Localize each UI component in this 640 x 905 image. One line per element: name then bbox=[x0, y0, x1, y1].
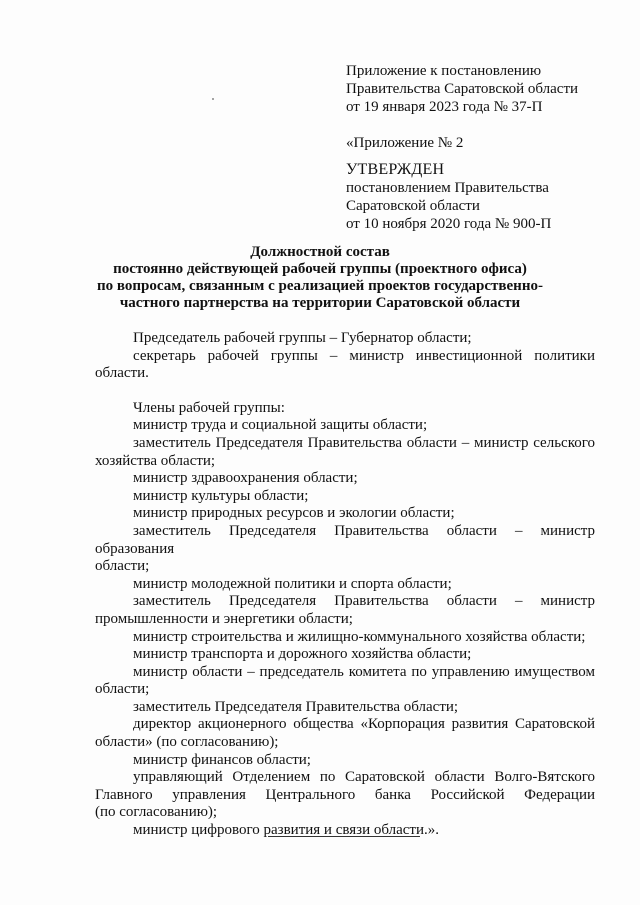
approval-line-2: Саратовской области bbox=[346, 198, 480, 214]
member-line: заместитель Председателя Правительства области – министр bbox=[133, 593, 595, 610]
title-line-4: частного партнерства на территории Саратовской области bbox=[119, 295, 521, 311]
member-line-continuation: области» (по согласованию); bbox=[95, 734, 279, 751]
paragraph-gap bbox=[95, 383, 595, 400]
member-line: директор акционерного общества «Корпорация развития Саратовской bbox=[133, 716, 595, 733]
approval-line-1: постановлением Правительства bbox=[346, 180, 549, 196]
members-heading: Члены рабочей группы: bbox=[133, 399, 285, 416]
header-line-1: Приложение к постановлению bbox=[346, 63, 542, 79]
scan-speck bbox=[212, 98, 214, 100]
member-line: министр труда и социальной защиты области; bbox=[133, 417, 428, 434]
approval-block bbox=[346, 134, 626, 233]
member-line-continuation: области; bbox=[95, 681, 150, 698]
member-line-continuation: области; bbox=[95, 558, 150, 575]
header-line-2: Правительства Саратовской области bbox=[346, 81, 579, 97]
member-line: заместитель Председателя Правительства области; bbox=[133, 698, 459, 715]
member-line-continuation: Главного управления Центрального банка Российской Федерации bbox=[95, 786, 595, 803]
member-line: министр природных ресурсов и экологии области; bbox=[133, 505, 455, 522]
member-line-continuation: промышленности и энергетики области; bbox=[95, 610, 353, 627]
member-line: заместитель Председателя Правительства области – министр сельского bbox=[133, 434, 595, 451]
member-line: министр строительства и жилищно-коммунального хозяйства области; bbox=[133, 628, 586, 645]
member-line-continuation: (по согласованию); bbox=[95, 804, 218, 821]
title-line-3: по вопросам, связанным с реализацией проектов государственно- bbox=[97, 278, 543, 294]
document-body bbox=[95, 330, 595, 840]
secretary-line: секретарь рабочей группы – министр инвестиционной политики области. bbox=[95, 347, 595, 382]
approved-stamp: УТВЕРЖДЕН bbox=[346, 161, 445, 178]
member-line-continuation: хозяйства области; bbox=[95, 452, 216, 469]
approval-line-3: от 10 ноября 2020 года № 900-П bbox=[346, 216, 552, 232]
document-title bbox=[80, 244, 560, 312]
chairman-line: Председатель рабочей группы – Губернатор области; bbox=[133, 330, 472, 346]
title-line-1: Должностной состав bbox=[250, 244, 390, 260]
member-line: министр молодежной политики и спорта области; bbox=[133, 575, 452, 592]
member-line: управляющий Отделением по Саратовской области Волго-Вятского bbox=[133, 769, 595, 786]
member-line: министр здравоохранения области; bbox=[133, 470, 358, 487]
member-line: министр цифрового развития и связи области.». bbox=[133, 822, 439, 839]
header-line-3: от 19 января 2023 года № 37-П bbox=[346, 99, 543, 115]
member-line: министр области – председатель комитета по управлению имуществом bbox=[133, 663, 595, 680]
member-line: министр финансов области; bbox=[133, 751, 311, 768]
appendix-number: «Приложение № 2 bbox=[346, 135, 464, 151]
title-line-2: постоянно действующей рабочей группы (проектного офиса) bbox=[113, 261, 527, 277]
member-line: министр культуры области; bbox=[133, 487, 309, 504]
closing-rule bbox=[268, 836, 420, 837]
decree-appendix-header bbox=[346, 62, 626, 116]
member-line: министр транспорта и дорожного хозяйства области; bbox=[133, 646, 472, 663]
member-line: заместитель Председателя Правительства области – министр образования bbox=[95, 522, 595, 557]
